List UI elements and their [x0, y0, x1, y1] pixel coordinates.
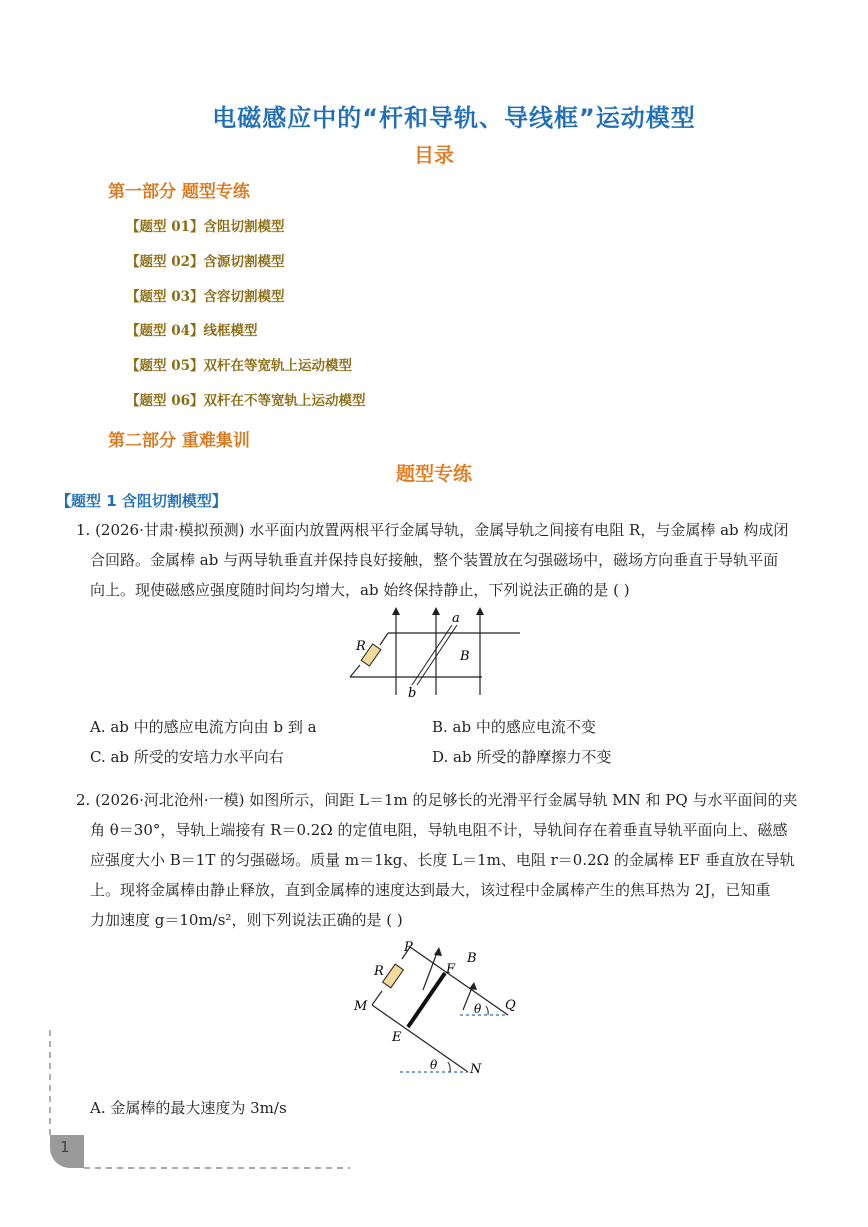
label-B: B — [467, 951, 477, 966]
question-2-line: 力加速度 g＝10m/s²，则下列说法正确的是 ( ) — [90, 911, 403, 929]
toc-item[interactable]: 【题型 03】含容切割模型 — [126, 289, 285, 305]
label-R: R — [374, 964, 384, 979]
toc-heading: 目录 — [414, 143, 454, 167]
toc-part-1: 第一部分 题型专练 — [108, 182, 250, 202]
question-1-line: 合回路。金属棒 ab 与两导轨垂直并保持良好接触，整个装置放在匀强磁场中，磁场方向垂直于导轨平面 — [90, 551, 779, 569]
option-C[interactable]: C. ab 所受的安培力水平向右 — [90, 748, 284, 766]
label-M: M — [354, 999, 368, 1014]
page-corner-decoration — [40, 1030, 360, 1175]
page-number: 1 — [60, 1138, 70, 1156]
label-theta: θ — [474, 1002, 482, 1016]
option-A[interactable]: A. 金属棒的最大速度为 3m/s — [90, 1099, 287, 1117]
toc-item[interactable]: 【题型 06】双杆在不等宽轨上运动模型 — [126, 393, 366, 409]
question-type-label: 【题型 1 含阻切割模型】 — [56, 492, 227, 510]
toc-item[interactable]: 【题型 01】含阻切割模型 — [126, 219, 285, 235]
label-b: b — [408, 686, 417, 700]
label-E: E — [392, 1030, 402, 1045]
label-P: P — [404, 940, 413, 955]
label-theta: θ — [430, 1058, 438, 1072]
option-B[interactable]: B. ab 中的感应电流不变 — [432, 718, 596, 736]
option-A[interactable]: A. ab 中的感应电流方向由 b 到 a — [90, 718, 317, 736]
resistor-icon — [383, 964, 404, 988]
question-2-line: 上。现将金属棒由静止释放，直到金属棒的速度达到最大，该过程中金属棒产生的焦耳热为 2J，已知重 — [90, 881, 771, 899]
section-heading: 题型专练 — [395, 463, 472, 485]
toc-part-2: 第二部分 重难集训 — [108, 431, 250, 451]
label-a: a — [452, 611, 460, 626]
label-R: R — [356, 639, 366, 654]
toc-item[interactable]: 【题型 04】线框模型 — [126, 323, 258, 339]
question-2-figure — [350, 935, 525, 1080]
toc-item[interactable]: 【题型 05】双杆在等宽轨上运动模型 — [126, 358, 352, 374]
label-F: F — [446, 962, 456, 977]
question-2-line: 角 θ＝30°，导轨上端接有 R＝0.2Ω 的定值电阻，导轨电阻不计，导轨间存在着垂直导轨平面向上、磁感 — [90, 821, 788, 839]
toc-item[interactable]: 【题型 02】含源切割模型 — [126, 254, 285, 270]
question-1-line: 1. (2026·甘肃·模拟预测) 水平面内放置两根平行金属导轨，金属导轨之间接有电阻 R，与金属棒 ab 构成闭 — [76, 521, 789, 539]
question-1-figure — [340, 605, 540, 700]
question-2-line: 2. (2026·河北沧州·一模) 如图所示，间距 L＝1m 的足够长的光滑平行金属导轨 MN 和 PQ 与水平面间的夹 — [76, 791, 798, 809]
question-2-line: 应强度大小 B＝1T 的匀强磁场。质量 m＝1kg、长度 L＝1m、电阻 r＝0.2Ω 的金属棒 EF 垂直放在导轨 — [90, 851, 795, 869]
document-title: 电磁感应中的“杆和导轨、导线框”运动模型 — [212, 104, 696, 132]
question-1-text — [76, 515, 806, 605]
question-2-text — [76, 785, 806, 935]
label-N: N — [470, 1062, 482, 1077]
label-B: B — [460, 649, 470, 664]
label-Q: Q — [505, 998, 516, 1013]
question-1-line: 向上。现使磁感应强度随时间均匀增大，ab 始终保持静止，下列说法正确的是 ( ) — [90, 581, 630, 599]
option-D[interactable]: D. ab 所受的静摩擦力不变 — [432, 748, 612, 766]
